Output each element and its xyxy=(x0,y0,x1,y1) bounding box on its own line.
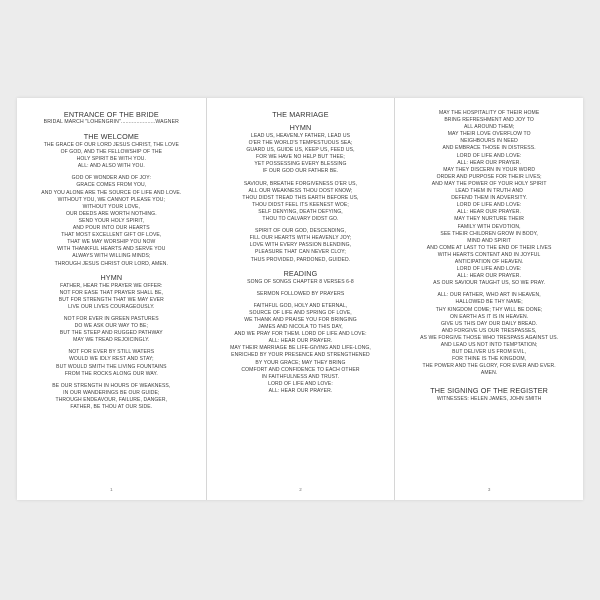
text-line: FILL OUR HEARTS WITH HEAVENLY JOY; xyxy=(249,235,352,242)
text-line: LORD OF LIFE AND LOVE: xyxy=(268,380,333,387)
text-line: AMEN. xyxy=(480,370,498,377)
text-line: ORDER AND PURPOSE FOR THEIR LIVES; xyxy=(436,173,542,180)
text-line: SERMON FOLLOWED BY PRAYERS xyxy=(256,290,345,297)
page-heading: ENTRANCE OF THE BRIDE xyxy=(63,110,159,119)
text-line: LEAD US, HEAVENLY FATHER, LEAD US xyxy=(250,133,351,139)
stanza xyxy=(23,142,200,170)
text-line: AND POUR INTO OUR HEARTS xyxy=(72,225,150,232)
text-line: DEFEND THEM IN ADVERSITY. xyxy=(451,195,528,202)
text-line: ALWAYS WITH WILLING MINDS; xyxy=(72,253,151,260)
text-line: ALL OUR WEAKNESS THOU DOST KNOW; xyxy=(248,187,353,194)
text-line: THE POWER AND THE GLORY, FOR EVER AND EVER. xyxy=(422,363,556,370)
text-line: NOT FOR EVER BY STILL WATERS xyxy=(68,349,155,356)
text-line: SONG OF SONGS CHAPTER 8 VERSES 6-8 xyxy=(247,278,354,285)
music-credit: BRIDAL MARCH "LOHENGRIN"......................WAGNER xyxy=(43,119,179,125)
stanza xyxy=(213,133,389,176)
section-heading: THE SIGNING OF THE REGISTER xyxy=(430,386,548,396)
text-line: THY KINGDOM COME; THY WILL BE DONE; xyxy=(435,306,543,313)
page-number: 1 xyxy=(110,487,113,492)
text-line: BRING REFRESHMENT AND JOY TO xyxy=(444,117,534,124)
text-line: BUT FOR STRENGTH THAT WE MAY EVER xyxy=(58,296,164,303)
page-3 xyxy=(394,98,583,500)
text-line: SEE THEIR CHILDREN GROW IN BODY, xyxy=(440,230,538,237)
stanza xyxy=(213,181,389,224)
page-number: 2 xyxy=(299,487,302,492)
text-line: NOT FOR EASE THAT PRAYER SHALL BE, xyxy=(59,289,164,296)
text-line: THAT WE MAY WORSHIP YOU NOW xyxy=(67,239,156,246)
stanza xyxy=(213,291,389,298)
stanza xyxy=(213,279,389,286)
stanza xyxy=(23,316,200,344)
text-line: ON EARTH AS IT IS IN HEAVEN. xyxy=(450,313,529,320)
text-line: SELF DENYING, DEATH DEFYING, xyxy=(258,208,343,215)
text-line: ALL: HEAR OUR PRAYER. xyxy=(268,387,333,394)
page-2 xyxy=(206,98,395,500)
text-line: GIVE US THIS DAY OUR DAILY BREAD. xyxy=(441,320,538,327)
text-line: AND YOU ALONE ARE THE SOURCE OF LIFE AND LOVE. xyxy=(41,189,182,196)
text-line: WOULD WE IDLY REST AND STAY; xyxy=(68,356,154,363)
text-line: AND EMBRACE THOSE IN DISTRESS. xyxy=(442,145,536,152)
booklet-spread xyxy=(17,98,583,500)
text-line: HALLOWED BE THY NAME; xyxy=(455,299,523,306)
text-line: THROUGH JESUS CHRIST OUR LORD, AMEN. xyxy=(54,260,169,267)
text-line: ALL: OUR FATHER, WHO ART IN HEAVEN, xyxy=(437,292,541,299)
text-line: WITHOUT YOU, WE CANNOT PLEASE YOU; xyxy=(57,196,165,203)
text-line: AND LEAD US NOT INTO TEMPTATION; xyxy=(440,342,538,348)
stanza xyxy=(23,349,200,377)
text-line: SOURCE OF LIFE AND SPRING OF LOVE, xyxy=(249,309,352,316)
text-line: BUT DELIVER US FROM EVIL, xyxy=(452,349,527,356)
text-line: MIND AND SPIRIT xyxy=(467,237,512,244)
text-line: LORD OF LIFE AND LOVE: xyxy=(456,152,522,159)
text-line: FAMILY WITH DEVOTION, xyxy=(457,223,521,230)
text-line: AS WE FORGIVE THOSE WHO TRESPASS AGAINST US. xyxy=(420,334,559,341)
text-line: IN OUR WANDERINGS BE OUR GUIDE; xyxy=(63,389,160,396)
text-line: SAVIOUR, BREATHE FORGIVENESS O'ER US, xyxy=(243,180,358,187)
text-line: BY YOUR GRACE; MAY THEY BRING xyxy=(255,359,346,366)
text-line: LIVE OUR LIVES COURAGEOUSLY. xyxy=(68,303,155,310)
text-line: THOU DIDST TREAD THIS EARTH BEFORE US, xyxy=(242,194,359,201)
text-line: MAY THEIR MARRIAGE BE LIFE-GIVING AND LIFE-LONG, xyxy=(230,345,371,352)
text-line: AND COME AT LAST TO THE END OF THEIR LIVES xyxy=(426,244,552,251)
text-line: SPIRIT OF OUR GOD, DESCENDING, xyxy=(255,228,346,235)
text-line: FOR WE HAVE NO HELP BUT THEE; xyxy=(256,154,345,161)
text-line: LEAD THEM IN TRUTH AND xyxy=(455,188,523,195)
text-line: ALL: HEAR OUR PRAYER. xyxy=(457,159,521,166)
stanza xyxy=(401,110,577,287)
text-line: ALL: AND ALSO WITH YOU. xyxy=(77,163,145,170)
text-line: BUT WOULD SMITH THE LIVING FOUNTAINS xyxy=(56,363,167,370)
text-line: WITHOUT YOUR LOVE, xyxy=(82,203,141,210)
text-line: THUS PROVIDED, PARDONED, GUIDED. xyxy=(250,256,351,263)
section-heading: READING xyxy=(283,268,318,278)
text-line: LORD OF LIFE AND LOVE: xyxy=(456,202,522,209)
section-heading: HYMN xyxy=(289,123,312,132)
text-line: OUR DEEDS ARE WORTH NOTHING. xyxy=(65,210,157,217)
stanza xyxy=(213,303,389,395)
text-line: FATHER, HEAR THE PRAYER WE OFFER: xyxy=(60,282,163,289)
section-heading: THE WELCOME xyxy=(83,132,139,141)
text-line: FOR THINE IS THE KINGDOM, xyxy=(452,356,527,363)
section-heading: HYMN xyxy=(100,272,123,282)
text-line: FAITHFUL GOD, HOLY AND ETERNAL, xyxy=(253,302,348,309)
text-line: O'ER THE WORLD'S TEMPESTUOUS SEA; xyxy=(248,140,353,147)
stanza xyxy=(401,396,577,403)
text-line: ENRICHED BY YOUR PRESENCE AND STRENGTHENED xyxy=(231,352,370,359)
text-line: SEND YOUR HOLY SPIRIT, xyxy=(78,217,144,224)
text-line: DO WE ASK OUR WAY TO BE; xyxy=(74,323,148,330)
text-line: MAY WE TREAD REJOICINGLY. xyxy=(73,337,150,344)
text-line: GRACE COMES FROM YOU, xyxy=(76,182,147,189)
text-line: JAMES AND NICOLA TO THIS DAY, xyxy=(258,324,343,331)
text-line: AND MAY THE POWER OF YOUR HOLY SPIRIT xyxy=(431,180,547,187)
text-line: NEIGHBOURS IN NEED xyxy=(460,138,518,145)
text-line: LORD OF LIFE AND LOVE: xyxy=(456,266,522,273)
text-line: WE THANK AND PRAISE YOU FOR BRINGING xyxy=(244,316,357,323)
text-line: LOVE WITH EVERY PASSION BLENDING, xyxy=(249,242,352,249)
stanza xyxy=(23,283,200,311)
text-line: ALL: HEAR OUR PRAYER. xyxy=(268,338,333,345)
text-line: THOU DIDST FEEL ITS KEENEST WOE; xyxy=(252,201,349,208)
page-heading: THE MARRIAGE xyxy=(272,110,329,119)
stanza xyxy=(23,383,200,411)
text-line: AS OUR SAVIOUR TAUGHT US, SO WE PRAY. xyxy=(433,280,546,287)
text-line: MAY THEY DISCERN IN YOUR WORD xyxy=(443,166,536,173)
page-1 xyxy=(17,98,206,500)
text-line: THOU TO CALVARY DIDST GO. xyxy=(262,216,339,223)
text-line: MAY THEIR LOVE OVERFLOW TO xyxy=(447,131,531,138)
text-line: IF OUR GOD OUR FATHER BE. xyxy=(262,168,339,175)
text-line: MAY THEY NURTURE THEIR xyxy=(454,216,525,223)
text-line: ALL AROUND THEM; xyxy=(463,124,515,131)
text-line: BE OUR STRENGTH IN HOURS OF WEAKNESS, xyxy=(52,382,171,389)
text-line: WITH HEARTS CONTENT AND IN JOYFUL xyxy=(437,251,541,258)
text-line: WITH THANKFUL HEARTS AND SERVE YOU xyxy=(57,246,166,253)
text-line: COMFORT AND CONFIDENCE TO EACH OTHER xyxy=(241,366,360,373)
text-line: FROM THE ROCKS ALONG OUR WAY. xyxy=(64,370,158,377)
text-line: THROUGH ENDEAVOUR, FAILURE, DANGER, xyxy=(55,396,168,403)
text-line: GOD OF WONDER AND OF JOY: xyxy=(71,175,151,182)
text-line: AND WE PRAY FOR THEM. LORD OF LIFE AND LOVE: xyxy=(234,331,367,338)
page-number: 3 xyxy=(487,487,491,492)
stanza xyxy=(213,228,389,263)
text-line: PLEASURE THAT CAN NEVER CLOY; xyxy=(255,249,346,256)
text-line: BUT THE STEEP AND RUGGED PATHWAY xyxy=(59,330,163,337)
text-line: WITNESSES: HELEN JAMES, JOHN SMITH xyxy=(436,396,542,403)
text-line: HOLY SPIRIT BE WITH YOU. xyxy=(76,156,146,163)
text-line: MAY THE HOSPITALITY OF THEIR HOME xyxy=(438,110,540,116)
text-line: FATHER, BE THOU AT OUR SIDE. xyxy=(70,404,153,410)
text-line: AND FORGIVE US OUR TRESPASSES, xyxy=(441,327,537,334)
text-line: THAT MOST EXCELLENT GIFT OF LOVE, xyxy=(61,232,162,239)
text-line: OF GOD, AND THE FELLOWSHIP OF THE xyxy=(60,149,163,156)
text-line: GUARD US, GUIDE US, KEEP US, FEED US, xyxy=(246,147,355,154)
stanza xyxy=(23,175,200,267)
text-line: ANTICIPATION OF HEAVEN. xyxy=(454,258,524,265)
text-line: IN FAITHFULNESS AND TRUST. xyxy=(261,373,340,380)
text-line: THE GRACE OF OUR LORD JESUS CHRIST, THE LOVE xyxy=(43,142,179,148)
text-line: ALL: HEAR OUR PRAYER. xyxy=(457,209,521,216)
text-line: NOT FOR EVER IN GREEN PASTURES xyxy=(63,315,159,322)
text-line: ALL: HEAR OUR PRAYER. xyxy=(457,273,521,280)
text-line: YET POSSESSING EVERY BLESSING xyxy=(254,161,347,168)
stanza xyxy=(401,292,577,377)
